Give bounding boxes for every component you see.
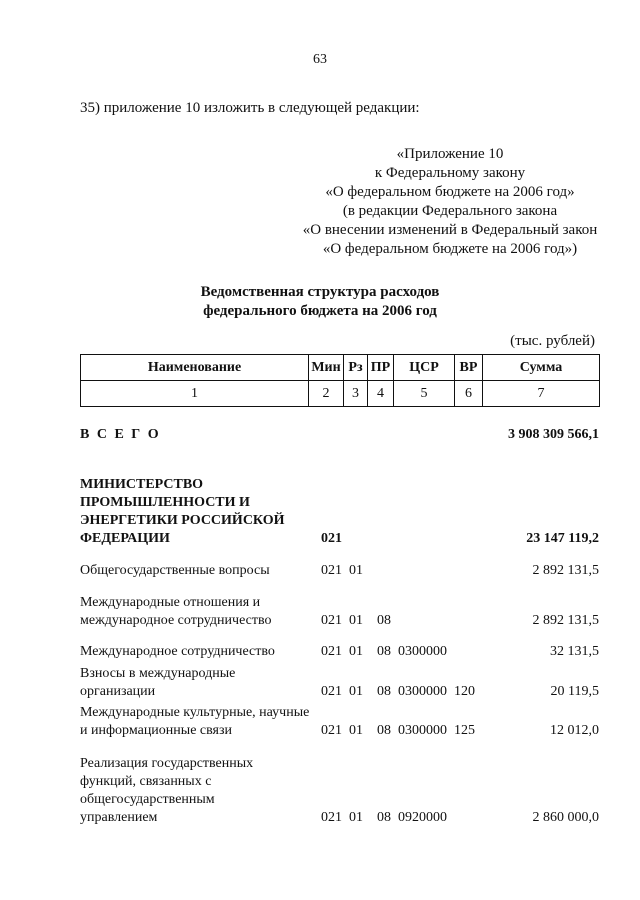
row-code: 021 01 08 <box>321 613 391 628</box>
column-header-min: Мин <box>309 355 344 381</box>
column-header-csr: ЦСР <box>394 355 455 381</box>
row-name: Взносы в международные организации <box>80 666 236 699</box>
appendix-line: «О федеральном бюджете на 2006 год») <box>322 241 578 257</box>
appendix-line: «О внесении изменений в Федеральный закон <box>302 222 598 238</box>
row-name: Международное сотрудничество <box>80 644 275 659</box>
ministry-code: 021 <box>321 531 342 546</box>
appendix-reference <box>285 145 615 259</box>
title-line: Ведомственная структура расходов <box>200 284 440 300</box>
row-sum: 2 892 131,5 <box>532 613 599 628</box>
row-code: 021 01 08 0920000 <box>321 810 447 825</box>
column-number: 1 <box>81 381 309 407</box>
document-title <box>0 283 640 321</box>
column-number: 6 <box>455 381 483 407</box>
row-sum: 32 131,5 <box>550 644 599 659</box>
column-header-pr: ПР <box>368 355 394 381</box>
row-code: 021 01 08 0300000 125 <box>321 723 475 738</box>
appendix-line: (в редакции Федерального закона <box>342 203 558 219</box>
row-sum: 2 860 000,0 <box>532 810 599 825</box>
row-code: 021 01 <box>321 563 363 578</box>
units-label: (тыс. рублей) <box>510 333 595 349</box>
column-header-rz: Рз <box>344 355 368 381</box>
column-header-sum: Сумма <box>483 355 600 381</box>
row-sum: 12 012,0 <box>550 723 599 738</box>
page-number: 63 <box>313 52 327 67</box>
row-sum: 2 892 131,5 <box>532 563 599 578</box>
ministry-sum: 23 147 119,2 <box>526 531 599 546</box>
column-header-row <box>81 355 600 381</box>
row-code: 021 01 08 0300000 <box>321 644 447 659</box>
column-header-vr: ВР <box>455 355 483 381</box>
budget-table-header <box>80 354 600 407</box>
row-name: Общегосударственные вопросы <box>80 563 270 578</box>
total-label: В С Е Г О <box>80 427 161 442</box>
title-line: федерального бюджета на 2006 год <box>203 303 437 319</box>
row-code: 021 01 08 0300000 120 <box>321 684 475 699</box>
appendix-line: «О федеральном бюджете на 2006 год» <box>325 184 575 200</box>
row-sum: 20 119,5 <box>550 684 599 699</box>
total-sum: 3 908 309 566,1 <box>508 427 599 442</box>
column-number: 2 <box>309 381 344 407</box>
column-number-row <box>81 381 600 407</box>
column-number: 4 <box>368 381 394 407</box>
column-number: 7 <box>483 381 600 407</box>
instruction-text: 35) приложение 10 изложить в следующей редакции: <box>80 100 420 116</box>
column-number: 5 <box>394 381 455 407</box>
column-header-name: Наименование <box>81 355 309 381</box>
row-name: Международные культурные, научные и информационные связи <box>80 705 310 738</box>
appendix-line: «Приложение 10 <box>396 146 504 162</box>
ministry-name: МИНИСТЕРСТВО ПРОМЫШЛЕННОСТИ И ЭНЕРГЕТИКИ РОССИЙСКОЙ ФЕДЕРАЦИИ <box>80 477 285 546</box>
row-name: Международные отношения и международное сотрудничество <box>80 595 272 628</box>
row-name: Реализация государственных функций, связанных с общегосударственным управлением <box>80 756 254 825</box>
appendix-line: к Федеральному закону <box>374 165 526 181</box>
column-number: 3 <box>344 381 368 407</box>
